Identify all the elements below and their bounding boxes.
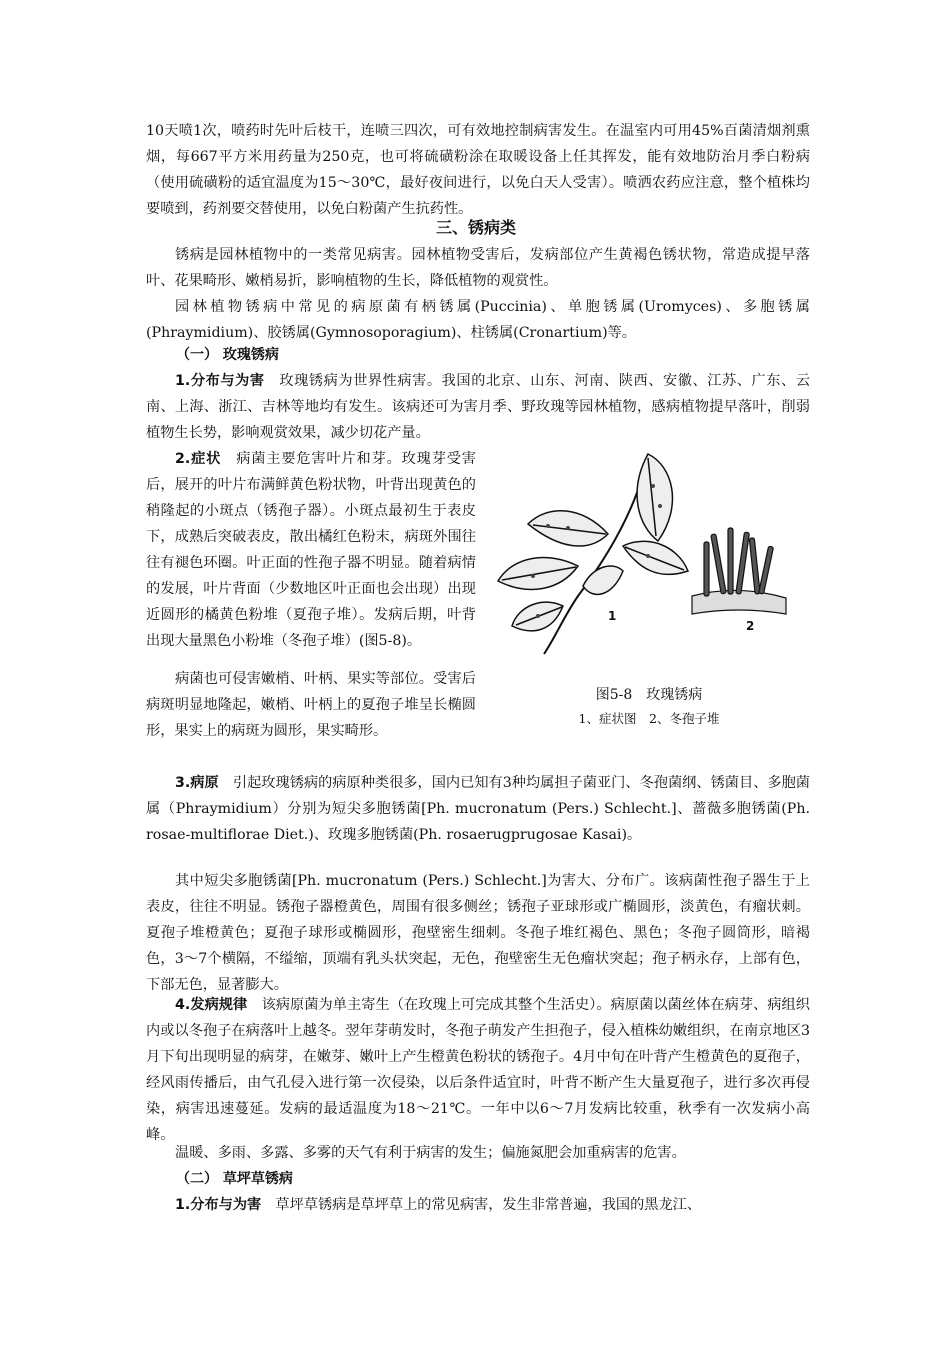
heading-disease-cycle: 4.发病规律 xyxy=(175,997,248,1013)
paragraph-conditions: 温暖、多雨、多露、多雾的天气有利于病害的发生；偏施氮肥会加重病害的危害。 xyxy=(175,1145,686,1161)
paragraph-symptoms-continued: 病菌也可侵害嫩梢、叶柄、果实等部位。受害后病斑明显地隆起，嫩梢、叶柄上的夏孢子堆呈长椭圆形，果实上的病斑为圆形，果实畸形。 xyxy=(146,671,476,739)
heading-pathogen: 3.病原 xyxy=(175,775,219,791)
pathogen-body: 引起玫瑰锈病的病原种类很多，国内已知有3种均属担子菌亚门、冬孢菌纲、锈菌目、多胞菌属（Phraymidium）分别为短尖多胞锈菌[Ph. mucronatum (Pers.) Schlecht.]、蔷薇多胞锈菌(Ph. rosae-multiflorae Diet.)、玫瑰多胞锈菌(Ph. rosaerugprugosae Kasai)。 xyxy=(146,775,810,843)
distribution-body: 玫瑰锈病为世界性病害。我国的北京、山东、河南、陕西、安徽、江苏、广东、云南、上海、浙江、吉林等地均有发生。该病还可为害月季、野玫瑰等园林植物，感病植物提早落叶，削弱植物生长势，影响观赏效果，减少切花产量。 xyxy=(146,373,810,441)
disease-cycle-body: 该病原菌为单主寄生（在玫瑰上可完成其整个生活史）。病原菌以菌丝体在病芽、病组织内或以冬孢子在病落叶上越冬。翌年芽萌发时，冬孢子萌发产生担孢子，侵入植株幼嫩组织，在南京地区3月下旬出现明显的病芽，在嫩芽、嫩叶上产生橙黄色粉状的锈孢子。4月中旬在叶背产生橙黄色的夏孢子，经风雨传播后，由气孔侵入进行第一次侵染，以后条件适宜时，叶背不断产生大量夏孢子，进行多次再侵染，病害迅速蔓延。发病的最适温度为18～21℃。一年中以6～7月发病比较重，秋季有一次发病小高峰。 xyxy=(146,997,810,1143)
figure-caption: 图5-8 玫瑰锈病 xyxy=(595,687,703,703)
turf-distribution-body: 草坪草锈病是草坪草上的常见病害，发生非常普遍，我国的黑龙江、 xyxy=(275,1197,702,1213)
paragraph-rust-intro: 锈病是园林植物中的一类常见病害。园林植物受害后，发病部位产生黄褐色锈状物，常造成提早落叶、花果畸形、嫩梢易折，影响植物的生长，降低植物的观赏性。 xyxy=(146,247,810,289)
figure-label-1: 1 xyxy=(608,609,617,623)
paragraph-rust-pathogens xyxy=(146,294,810,346)
paragraph-white-powder-control: 10天喷1次，喷药时先叶后枝干，连喷三四次，可有效地控制病害发生。在温室内可用45%百菌清烟剂熏烟，每667平方米用药量为250克，也可将硫磺粉涂在取暖设备上任其挥发，能有效地防治月季白粉病（使用硫磺粉的适宜温度为15～30℃，最好夜间进行，以免白天人受害）。喷洒农药应注意，整个植株均要喷到，药剂要交替使用，以免白粉菌产生抗药性。 xyxy=(146,123,810,217)
heading-turf-distribution: 1.分布与为害 xyxy=(175,1197,262,1213)
rose-rust-illustration xyxy=(488,446,810,676)
subsection-turfgrass-rust: （二） 草坪草锈病 xyxy=(176,1171,293,1187)
paragraph-turf-distribution xyxy=(146,1192,810,1218)
heading-symptoms: 2.症状 xyxy=(175,451,222,467)
paragraph-pathogen xyxy=(146,770,810,848)
figure-subcaption: 1、症状图 2、冬孢子堆 xyxy=(578,711,720,726)
intro2-text: 园林植物锈病中常见的病原菌有柄锈属(Puccinia)、单胞锈属(Uromyces)、多胞锈属(Phraymidium)、胶锈属(Gymnosoporagium)、柱锈属(Cronartium)等。 xyxy=(146,299,810,341)
paragraph-symptoms xyxy=(146,446,476,654)
paragraph-pathogen-detail: 其中短尖多胞锈菌[Ph. mucronatum (Pers.) Schlecht.]为害大、分布广。该病菌性孢子器生于上表皮，往往不明显。锈孢子器橙黄色，周围有很多侧丝；锈孢子亚球形或广椭圆形，淡黄色，有瘤状刺。夏孢子堆橙黄色；夏孢子球形或椭圆形，孢壁密生细刺。冬孢子堆红褐色、黑色；冬孢子圆筒形，暗褐色，3～7个横隔，不缢缩，顶端有乳头状突起，无色，孢壁密生无色瘤状突起；孢子柄永存，上部有色，下部无色，显著膨大。 xyxy=(146,873,810,993)
symptoms-body: 病菌主要危害叶片和芽。玫瑰芽受害后，展开的叶片布满鲜黄色粉状物，叶背出现黄色的稍隆起的小斑点（锈孢子器）。小斑点最初生于表皮下，成熟后突破表皮，散出橘红色粉末，病斑外围往往有褪色环圈。叶正面的性孢子器不明显。随着病情的发展，叶片背面（少数地区叶正面也会出现）出现近圆形的橘黄色粉堆（夏孢子堆）。发病后期，叶背出现大量黑色小粉堆（冬孢子堆）(图5-8)。 xyxy=(146,451,476,649)
paragraph-distribution xyxy=(146,368,810,446)
paragraph-disease-cycle xyxy=(146,992,810,1148)
subsection-rose-rust: （一） 玫瑰锈病 xyxy=(176,347,279,363)
section-title: 三、锈病类 xyxy=(435,218,516,237)
heading-distribution: 1.分布与为害 xyxy=(175,373,265,389)
figure-label-2: 2 xyxy=(746,619,755,633)
